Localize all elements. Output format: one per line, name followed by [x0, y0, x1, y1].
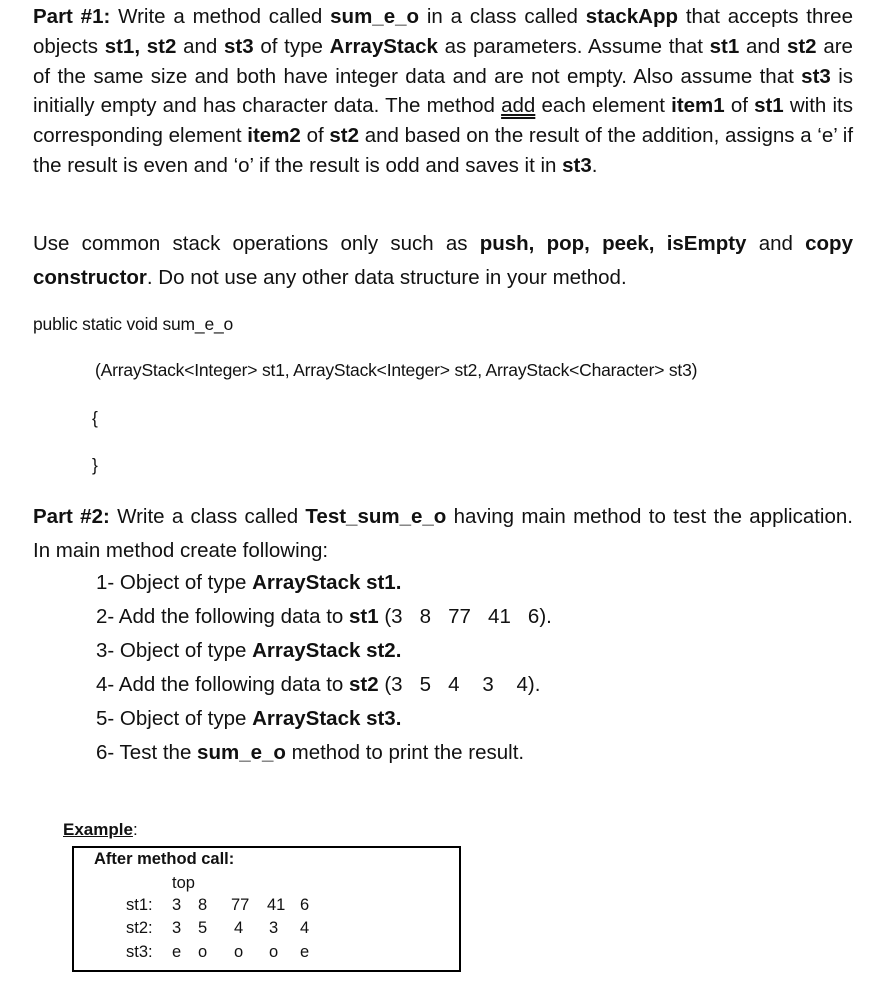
bold-text: item2 [247, 124, 301, 148]
bold-text: st1, st2 [104, 34, 177, 58]
stack-cell: 8 [198, 896, 208, 914]
text: 2- Add the following data to [96, 605, 350, 628]
text: are of the same size and both have integer data and are not empty. Also assume that [33, 34, 853, 88]
text: 4- Add the following data to [96, 673, 350, 696]
bold-text: st3 [224, 34, 254, 58]
stack-cell: 4 [234, 919, 244, 937]
list-item [96, 702, 552, 736]
list-item [96, 634, 552, 668]
text: of type [260, 34, 323, 58]
bold-text: sum_e_o [197, 741, 286, 764]
bold-text: Test_sum_e_o [305, 505, 447, 528]
example-label [63, 820, 138, 840]
bold-text: ArrayStack [329, 34, 438, 58]
list-item [96, 600, 552, 634]
bold-text: st1 [709, 34, 740, 58]
text: and [183, 34, 218, 58]
bold-text: item1 [671, 94, 725, 118]
class-name: stackApp [585, 5, 678, 28]
part2-label: Part #2: [33, 505, 110, 528]
text: Example [63, 820, 133, 839]
list-item [96, 668, 552, 702]
bold-text: ArrayStack st2. [252, 639, 402, 662]
list-item [96, 566, 552, 600]
method-params: (ArrayStack<Integer> st1, ArrayStack<Integer> st2, ArrayStack<Character> st3) [95, 360, 698, 380]
stack-cell: o [234, 943, 244, 961]
part2-paragraph [33, 500, 853, 568]
text: st2: [126, 919, 153, 937]
text: with its corresponding element [33, 94, 853, 148]
bold-text: st1 [349, 605, 379, 628]
text: (3 8 77 41 6). [378, 605, 552, 628]
instructions-paragraph [33, 227, 853, 295]
bold-text: ArrayStack st1. [252, 571, 402, 594]
text: . Do not use any other data structure in your method. [146, 266, 627, 289]
stack-cell: o [198, 943, 208, 961]
text: in a class called [426, 5, 578, 28]
bold-text: st2 [329, 124, 360, 148]
stack-cell: 5 [198, 919, 208, 937]
stack-cell: 3 [172, 919, 182, 937]
top-marker: top [172, 874, 195, 892]
text: 5- Object of type [96, 707, 253, 730]
method-signature: public static void sum_e_o [33, 314, 234, 334]
stack-cell: 3 [269, 919, 279, 937]
stack-cell: 4 [300, 919, 310, 937]
text: is initially empty and has character data. The method [33, 64, 853, 118]
bold-text: st3 [562, 153, 592, 177]
steps-list [96, 566, 552, 770]
text: that accepts three objects [33, 5, 853, 58]
method-name: sum_e_o [330, 5, 420, 28]
example-title: After method call: [94, 850, 235, 868]
bold-text: st1 [754, 94, 784, 118]
underlined-add: add [501, 94, 536, 118]
stack-cell: 3 [172, 896, 182, 914]
stack-cell: 41 [267, 896, 286, 914]
stack-cell: 77 [231, 896, 250, 914]
text: Write a class called [117, 505, 299, 528]
bold-text: st2 [786, 34, 817, 58]
close-brace: } [92, 455, 98, 475]
part1-paragraph [33, 2, 853, 181]
stack-row-st1 [126, 896, 153, 915]
part1-label: Part #1: [33, 5, 111, 28]
text: and [746, 34, 781, 58]
bold-text: st3 [801, 64, 831, 88]
list-item [96, 736, 552, 770]
text: : [132, 820, 138, 839]
stack-cell: o [269, 943, 279, 961]
text: st1: [126, 896, 153, 914]
text: st3: [126, 943, 153, 961]
text: . [591, 153, 598, 177]
text: of [730, 94, 748, 118]
stack-cell: e [172, 943, 182, 961]
text: (3 5 4 3 4). [378, 673, 541, 696]
stack-cell: e [300, 943, 310, 961]
text: of [306, 124, 324, 148]
text: Use common stack operations only such as [33, 232, 468, 255]
stack-row-st3 [126, 943, 153, 962]
stack-cell: 6 [300, 896, 310, 914]
text: 1- Object of type [96, 571, 253, 594]
bold-text: ArrayStack st3. [252, 707, 402, 730]
text: having main method to test the application. In main method create following: [33, 505, 853, 562]
text: as parameters. Assume that [444, 34, 703, 58]
text: 3- Object of type [96, 639, 253, 662]
text: method to print the result. [285, 741, 525, 764]
example-box [72, 846, 461, 972]
text: each element [541, 94, 665, 118]
bold-text: push, pop, peek, isEmpty [479, 232, 747, 255]
open-brace: { [92, 408, 98, 428]
text: 6- Test the [96, 741, 198, 764]
bold-text: st2 [349, 673, 379, 696]
text: and based on the result of the addition, assigns a ‘e’ if the result is even and ‘o’ if the result is odd and saves it in [33, 124, 854, 177]
bold-text: copy constructor [33, 232, 853, 289]
stack-row-st2 [126, 919, 153, 938]
text: Write a method called [118, 5, 323, 28]
text: and [758, 232, 793, 255]
